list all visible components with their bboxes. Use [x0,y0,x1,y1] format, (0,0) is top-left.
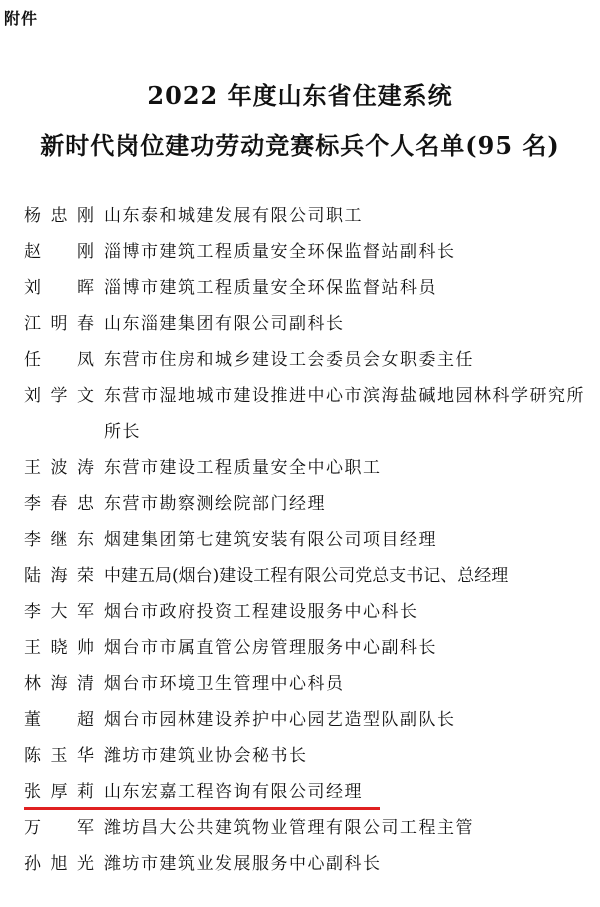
list-item [24,846,594,882]
person-affiliation: 东营市勘察测绘院部门经理 [104,494,326,514]
person-affiliation: 烟台市园林建设养护中心园艺造型队副队长 [104,710,456,730]
list-item [24,522,594,558]
person-name: 赵 刚 [24,242,94,262]
person-affiliation: 潍坊市建筑业协会秘书长 [104,746,308,766]
person-affiliation: 东营市湿地城市建设推进中心市滨海盐碱地园林科学研究所所长 [104,386,585,442]
list-item [24,702,594,738]
list-item [24,558,594,594]
person-affiliation: 山东淄建集团有限公司副科长 [104,314,345,334]
list-item [24,450,594,486]
list-item-highlighted [24,774,594,810]
person-name: 张厚莉 [24,782,94,802]
list-item [24,342,594,378]
person-affiliation: 淄博市建筑工程质量安全环保监督站副科长 [104,242,456,262]
attachment-label: 附件 [4,9,39,28]
person-name: 李大军 [24,602,94,622]
list-item [24,594,594,630]
list-item [24,630,594,666]
list-item [24,738,594,774]
person-name: 王波涛 [24,458,94,478]
person-name: 陆海荣 [24,566,94,586]
list-item [24,306,594,342]
person-name: 林海清 [24,674,94,694]
person-name: 刘学文 [24,386,94,406]
title-line-2: 新时代岗位建功劳动竞赛标兵个人名单(95 名) [40,131,560,160]
person-name: 杨忠刚 [24,206,94,226]
person-name: 王晓帅 [24,638,94,658]
person-affiliation: 山东宏嘉工程咨询有限公司经理 [104,782,363,802]
honoree-list [24,198,594,882]
list-item [24,198,594,234]
person-name: 江明春 [24,314,94,334]
person-affiliation: 潍坊市建筑业发展服务中心副科长 [104,854,382,874]
title-line-1: 2022 年度山东省住建系统 [147,81,453,110]
list-item [24,378,594,450]
person-name: 任 凤 [24,350,94,370]
person-affiliation: 烟台市政府投资工程建设服务中心科长 [104,602,419,622]
person-affiliation: 东营市住房和城乡建设工会委员会女职委主任 [104,350,474,370]
list-item [24,270,594,306]
person-affiliation: 中建五局(烟台)建设工程有限公司党总支书记、总经理 [104,566,509,586]
person-affiliation: 山东泰和城建发展有限公司职工 [104,206,363,226]
person-name: 董 超 [24,710,94,730]
person-name: 孙旭光 [24,854,94,874]
list-item [24,486,594,522]
list-item [24,810,594,846]
person-affiliation: 东营市建设工程质量安全中心职工 [104,458,382,478]
person-name: 李继东 [24,530,94,550]
person-name: 万 军 [24,818,94,838]
person-affiliation: 烟台市市属直管公房管理服务中心副科长 [104,638,437,658]
person-affiliation: 烟台市环境卫生管理中心科员 [104,674,345,694]
person-affiliation: 淄博市建筑工程质量安全环保监督站科员 [104,278,437,298]
person-name: 李春忠 [24,494,94,514]
list-item [24,234,594,270]
person-affiliation: 烟建集团第七建筑安装有限公司项目经理 [104,530,437,550]
list-item [24,666,594,702]
person-name: 陈玉华 [24,746,94,766]
person-affiliation: 潍坊昌大公共建筑物业管理有限公司工程主管 [104,818,474,838]
person-name: 刘 晖 [24,278,94,298]
